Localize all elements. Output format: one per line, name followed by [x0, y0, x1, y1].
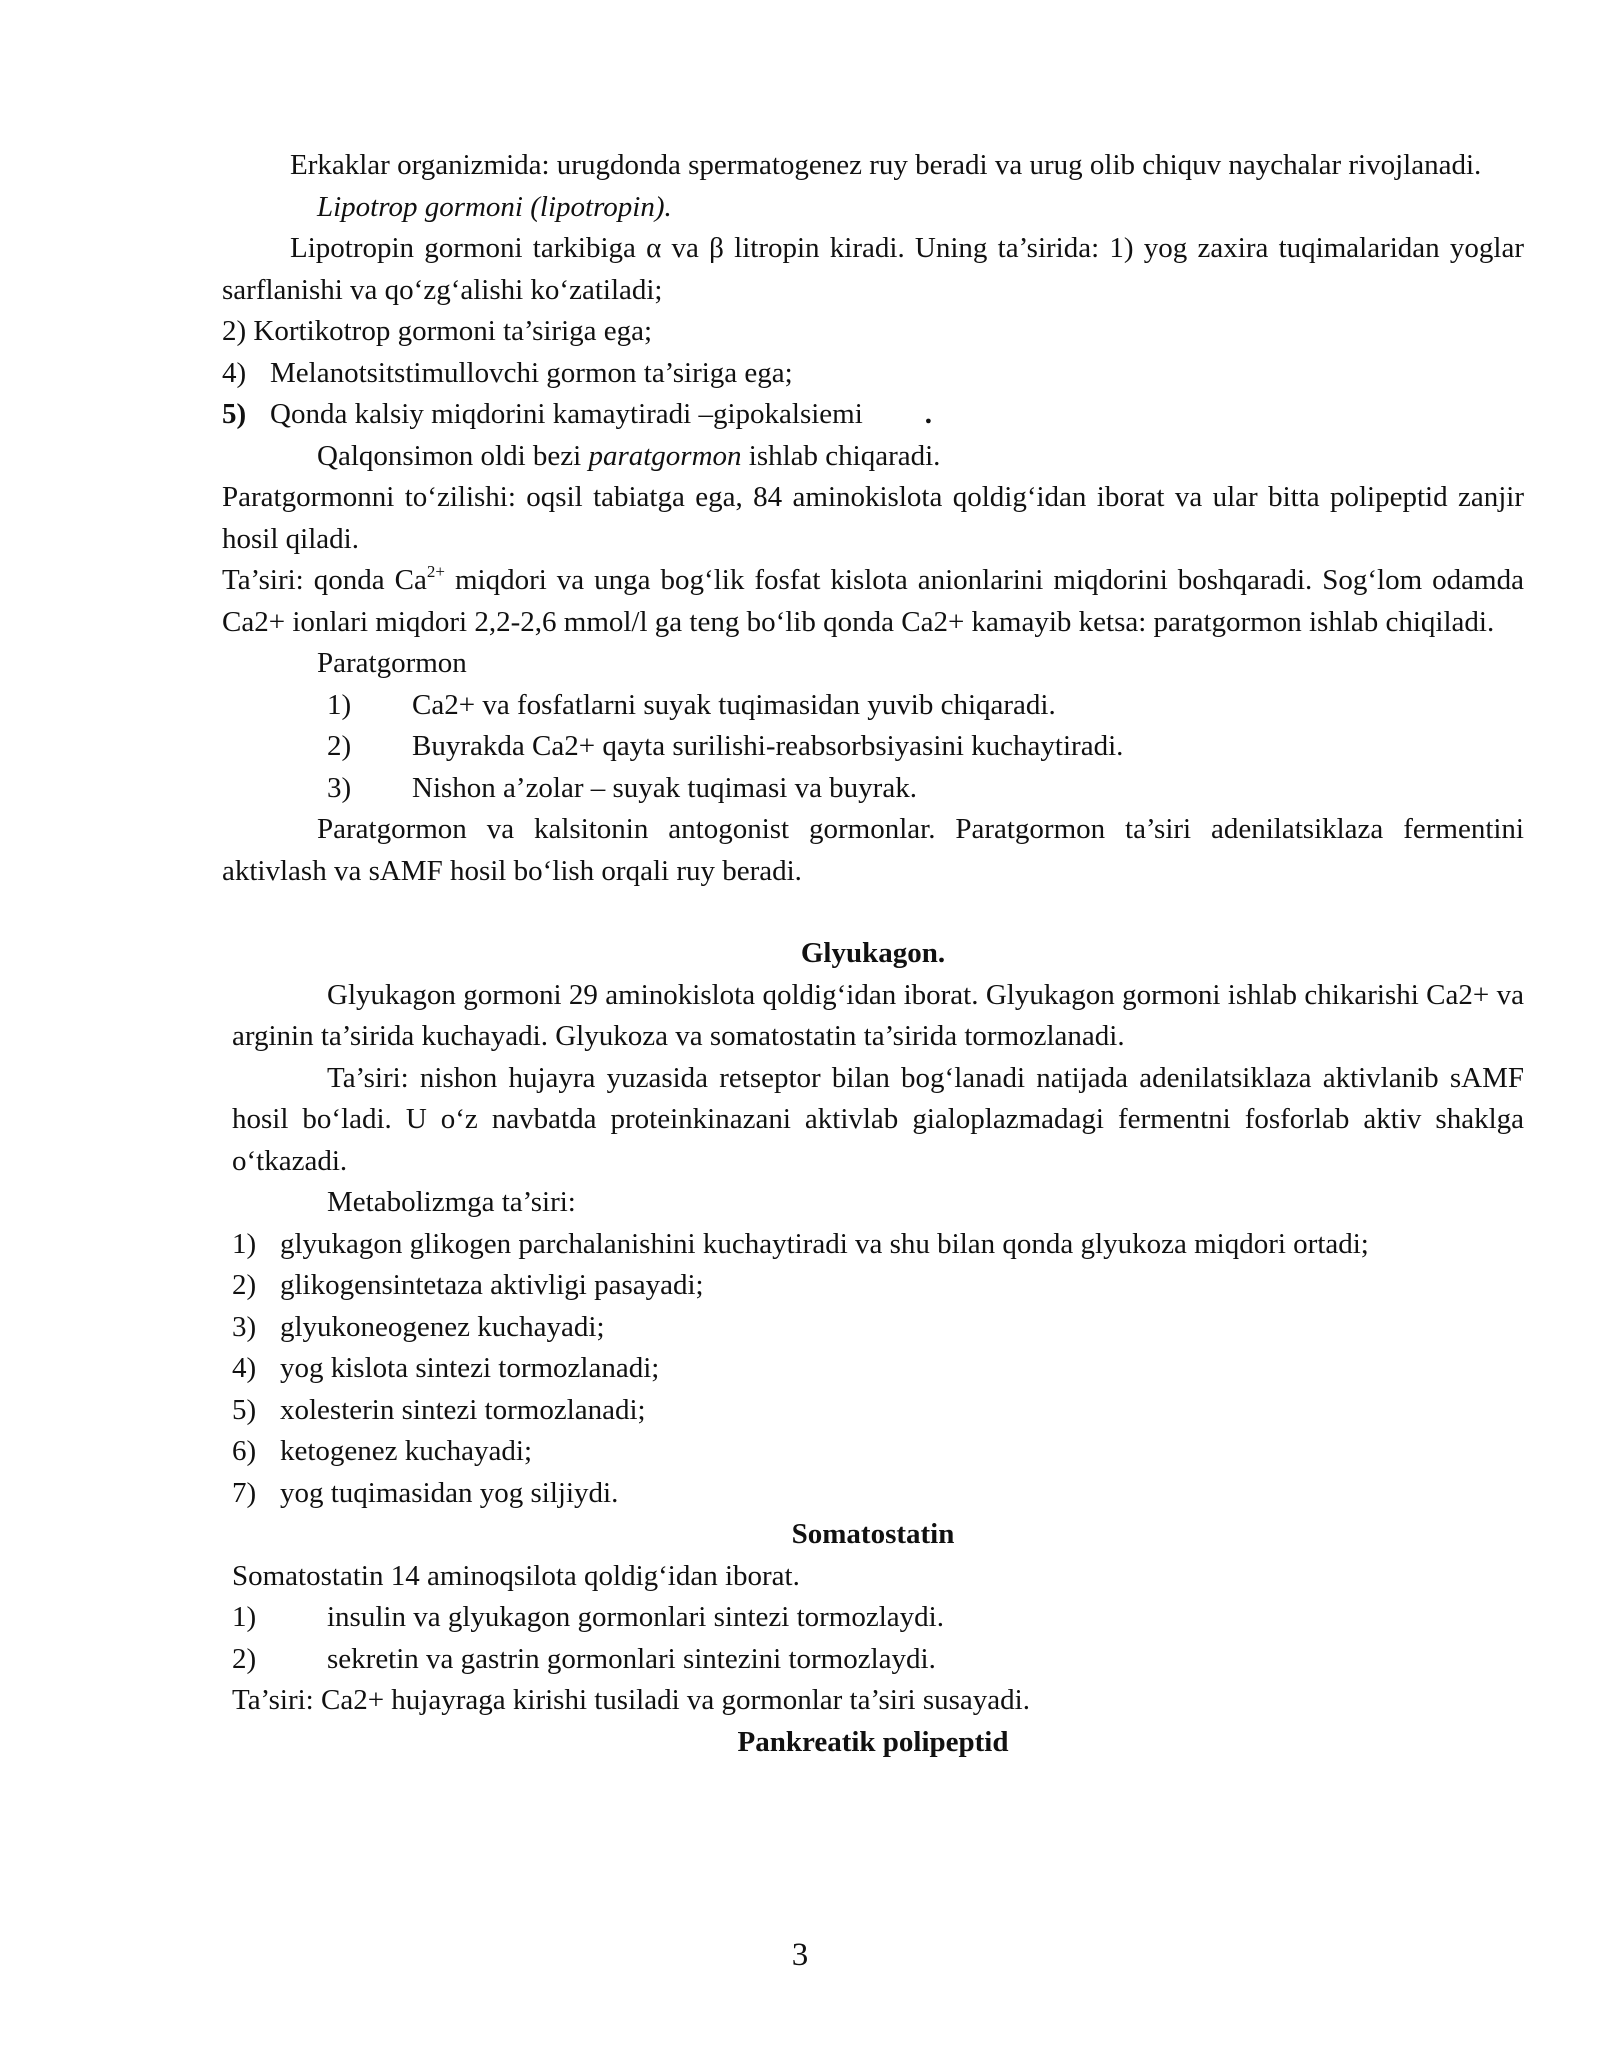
paratgormon-intro-after: ishlab chiqaradi.: [741, 439, 941, 472]
list-number: 4): [232, 1352, 257, 1384]
glyukagon-list-item: [232, 1390, 1524, 1432]
paratgormon-structure: Paratgormonni to‘zilishi: oqsil tabiatga ega, 84 aminokislota qoldig‘idan iborat va ular bitta polipeptid zanjir hosil qiladi.: [222, 481, 1524, 555]
list-number: 1): [232, 1601, 257, 1633]
list-text: ketogenez kuchayadi;: [280, 1435, 533, 1467]
paratgormon-intro-italic: paratgormon: [588, 439, 742, 472]
paratgormon-intro-before: Qalqonsimon oldi bezi: [317, 439, 589, 472]
list-text-content: Qonda kalsiy miqdorini kamaytiradi –gipokalsiemi: [270, 398, 863, 430]
paratgormon-effect-before: Ta’siri: qonda Ca: [222, 564, 427, 596]
pankreatik-heading: Pankreatik polipeptid: [737, 1725, 1009, 1758]
glyukagon-list-item: [232, 1265, 1524, 1307]
list-text: yog kislota sintezi tormozlanadi;: [280, 1352, 660, 1384]
page-content: [222, 145, 1524, 1763]
paratgormon-list-item: [222, 685, 1524, 727]
list-number: 1): [232, 1227, 257, 1260]
list-text: [270, 394, 1524, 436]
list-number: 7): [232, 1476, 257, 1509]
list-number: 2): [327, 730, 352, 762]
list-text: glikogensintetaza aktivligi pasayadi;: [280, 1269, 704, 1301]
list-number: 3): [232, 1310, 257, 1343]
paratgormon-effect-after: miqdori va unga bog‘lik fosfat kislota anionlarini miqdorini boshqaradi. Sog‘lom odamda Ca2+ ionlari miqdori 2,2-2,6 mmol/l ga teng bo‘lib qonda Ca2+ kamayib ketsa: paratgormon ishlab chiqiladi.: [222, 564, 1524, 638]
superscript-charge: 2+: [426, 562, 445, 581]
list-text: insulin va glyukagon gormonlari sintezi tormozlaydi.: [327, 1601, 944, 1633]
list-number: 2): [232, 1642, 257, 1675]
male-effect-paragraph: Erkaklar organizmida: urugdonda spermatogenez ruy beradi va urug olib chiquv naychalar rivojlanadi.: [290, 149, 1482, 181]
paratgormon-intro: [222, 436, 1524, 478]
paratgormon-antagonist: Paratgormon va kalsitonin antogonist gormonlar. Paratgormon ta’siri adenilatsiklaza fermentini aktivlash va sAMF hosil bo‘lish orqali ruy beradi.: [222, 813, 1524, 887]
glyukagon-list-item: [232, 1431, 1524, 1473]
paratgormon-list-item: [222, 726, 1524, 768]
glyukagon-effect: Ta’siri: nishon hujayra yuzasida retseptor bilan bog‘lanadi natijada adenilatsiklaza aktivlanib sAMF hosil bo‘ladi. U o‘z navbatda proteinkinazani aktivlab gialoplazmadagi fermentni fosforlab aktiv shaklga o‘tkazadi.: [232, 1061, 1524, 1177]
list-text: yog tuqimasidan yog siljiydi.: [280, 1476, 619, 1509]
list-number: 5): [222, 398, 247, 430]
list-text: Melanotsitstimullovchi gormon ta’siriga ega;: [270, 356, 793, 389]
lipotropin-item-4: [222, 353, 1524, 395]
glyukagon-list-item: [232, 1224, 1524, 1266]
list-text: Ca2+ va fosfatlarni suyak tuqimasidan yuvib chiqaradi.: [412, 688, 1056, 721]
list-text: sekretin va gastrin gormonlari sintezini tormozlaydi.: [327, 1642, 936, 1675]
glyukagon-heading: Glyukagon.: [800, 937, 946, 969]
lipotropin-heading: Lipotrop gormoni (lipotropin).: [317, 190, 672, 223]
list-text: Buyrakda Ca2+ qayta surilishi-reabsorbsiyasini kuchaytiradi.: [412, 730, 1124, 762]
lipotropin-item-2: 2) Kortikotrop gormoni ta’siriga ega;: [222, 315, 653, 347]
somatostatin-section: [222, 1556, 1524, 1722]
list-text: xolesterin sintezi tormozlanadi;: [280, 1393, 646, 1426]
glyukagon-section: [222, 975, 1524, 1515]
page-number: 3: [791, 1937, 809, 1973]
list-number: 4): [222, 356, 247, 389]
list-text: glyukoneogenez kuchayadi;: [280, 1310, 605, 1343]
list-number: 3): [327, 771, 352, 804]
somatostatin-intro: Somatostatin 14 aminoqsilota qoldig‘idan iborat.: [232, 1559, 800, 1592]
list-number: 2): [232, 1269, 257, 1301]
paratgormon-list-title: Paratgormon: [317, 647, 467, 679]
somatostatin-heading: Somatostatin: [791, 1518, 955, 1550]
paratgormon-list-item: [222, 768, 1524, 810]
glyukagon-metab-title: Metabolizmga ta’siri:: [327, 1186, 576, 1218]
lipotropin-item-5: [222, 394, 1524, 436]
list-text: glyukagon glikogen parchalanishini kuchaytiradi va shu bilan qonda glyukoza miqdori ortadi;: [280, 1227, 1369, 1260]
somatostatin-list-item: [232, 1639, 1524, 1681]
somatostatin-list-item: [232, 1597, 1524, 1639]
glyukagon-list-item: [232, 1348, 1524, 1390]
section-spacer: [222, 892, 1524, 933]
list-number: 6): [232, 1435, 257, 1467]
glyukagon-intro: Glyukagon gormoni 29 aminokislota qoldig‘idan iborat. Glyukagon gormoni ishlab chikarishi Ca2+ va arginin ta’sirida kuchayadi. Glyukoza va somatostatin ta’sirida tormozlanadi.: [232, 978, 1524, 1052]
paratgormon-effect: [222, 560, 1524, 643]
glyukagon-list-item: [232, 1473, 1524, 1515]
glyukagon-list-item: [232, 1307, 1524, 1349]
list-number: 1): [327, 688, 352, 721]
lipotropin-intro: Lipotropin gormoni tarkibiga α va β litropin kiradi. Uning ta’sirida: 1) yog zaxira tuqimalaridan yoglar sarflanishi va qo‘zg‘alishi ko‘zatiladi;: [222, 232, 1524, 306]
list-text: Nishon a’zolar – suyak tuqimasi va buyrak.: [412, 771, 917, 804]
somatostatin-effect: Ta’siri: Ca2+ hujayraga kirishi tusiladi va gormonlar ta’siri susayadi.: [232, 1684, 1030, 1716]
list-number: 5): [232, 1393, 257, 1426]
trailing-dot: .: [924, 398, 933, 430]
